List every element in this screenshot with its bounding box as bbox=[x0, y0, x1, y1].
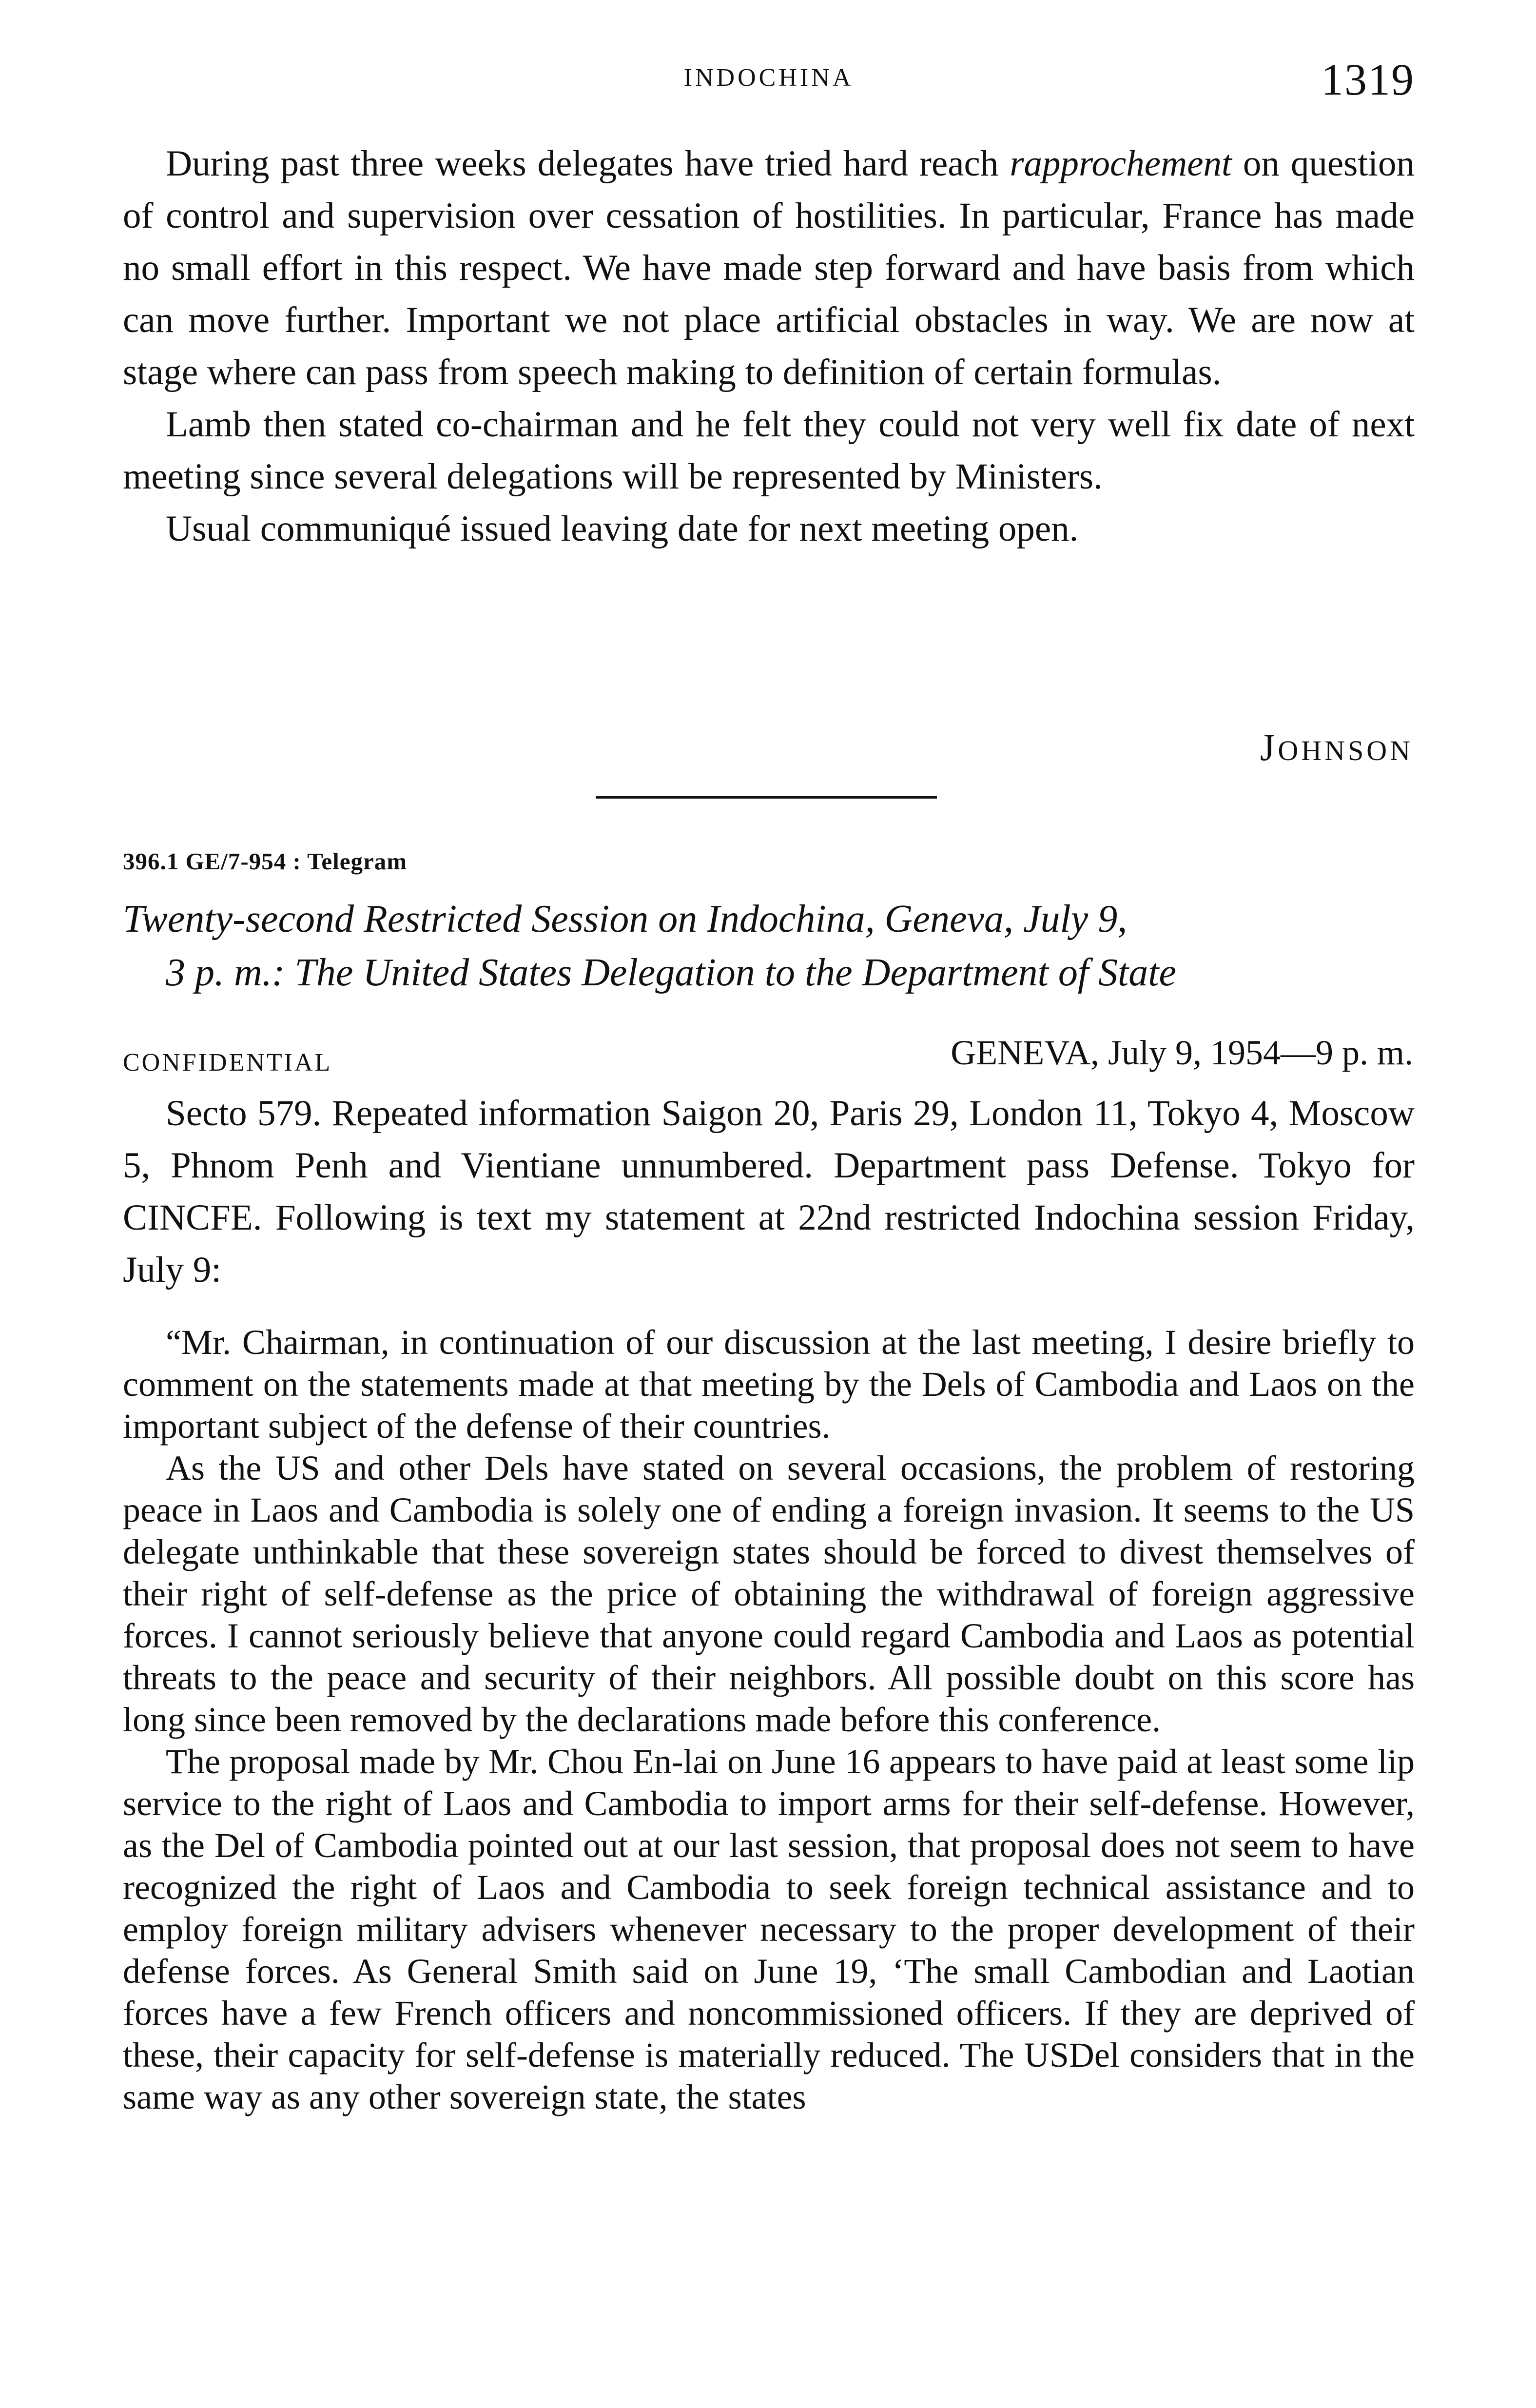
dateline-date: , July 9, 1954—9 p. m. bbox=[1090, 1033, 1413, 1072]
paragraph-lamb: Lamb then stated co-chairman and he felt they could not very well fix date of next meeting since several delegations will be represented by Ministers. bbox=[123, 404, 1415, 497]
paragraph-text: on question of control and supervision over cessation of hostilities. In particular, France has made no small effort in this respect. We have made step forward and have basis from which can move further. Important we not place artificial obstacles in way. We are now at stage where can pass from speech making to definition of certain formulas. bbox=[123, 143, 1415, 392]
dateline bbox=[951, 1033, 1413, 1073]
title-line-1: Twenty-second Restricted Session on Indochina, Geneva, July 9, bbox=[123, 898, 1128, 940]
paragraph-rapprochement bbox=[123, 137, 1415, 398]
page-number: 1319 bbox=[1321, 55, 1415, 104]
document-reference: 396.1 GE/7-954 : Telegram bbox=[123, 848, 408, 875]
paragraph-text: During past three weeks delegates have tried hard reach bbox=[166, 143, 1010, 184]
page-header bbox=[123, 54, 1415, 107]
telegram-intro bbox=[123, 1087, 1415, 1296]
dateline-place: ENEVA bbox=[976, 1033, 1090, 1072]
paragraph-statement-1: “Mr. Chairman, in continuation of our discussion at the last meeting, I desire briefly to comment on the statements made at that meeting by the Dels of Cambodia and Laos on the important subject of the defense of their countries. bbox=[123, 1323, 1415, 1446]
signature-rest: OHNSON bbox=[1278, 735, 1413, 766]
running-head: INDOCHINA bbox=[683, 64, 854, 92]
signature bbox=[1260, 725, 1413, 769]
paragraph-secto: Secto 579. Repeated information Saigon 20, Paris 29, London 11, Tokyo 4, Moscow 5, Phnom Penh and Vientiane unnumbered. Department pass Defense. Tokyo for CINCFE. Following is text my statement at 22nd restricted Indochina session Friday, July 9: bbox=[123, 1093, 1415, 1290]
paragraph-statement-2: As the US and other Dels have stated on several occasions, the problem of restoring peace in Laos and Cambodia is solely one of ending a foreign invasion. It seems to the US delegate unthinkable that these sovereign states should be forced to divest themselves of their right of self-defense as the price of obtaining the withdrawal of foreign aggressive forces. I cannot seriously believe that anyone could regard Cambodia and Laos as potential threats to the peace and security of their neighbors. All possible doubt on this score has long since been removed by the declarations made before this conference. bbox=[123, 1449, 1415, 1739]
italic-term: rapprochement bbox=[1010, 143, 1232, 184]
statement-text bbox=[123, 1321, 1415, 2118]
paragraph-communique: Usual communiqué issued leaving date for next meeting open. bbox=[166, 509, 1079, 549]
section-divider bbox=[596, 796, 937, 799]
title-line-2: 3 p. m.: The United States Delegation to the Department of State bbox=[166, 951, 1177, 994]
paragraph-statement-3: The proposal made by Mr. Chou En-lai on June 16 appears to have paid at least some lip service to the right of Laos and Cambodia to import arms for their self-defense. However, as the Del of Cambodia pointed out at our last session, that proposal does not seem to have recognized the right of Laos and Cambodia to seek foreign technical assistance and to employ foreign military advisers whenever necessary to the proper development of their defense forces. As General Smith said on June 19, ‘The small Cambodian and Laotian forces have a few French officers and noncommissioned officers. If they are deprived of these, their capacity for self-defense is materially reduced. The USDel considers that in the same way as any other sovereign state, the states bbox=[123, 1742, 1415, 2116]
signature-initial: J bbox=[1260, 726, 1278, 768]
dateline-place-initial: G bbox=[951, 1033, 976, 1072]
document-title bbox=[123, 892, 1415, 999]
report-continuation bbox=[123, 137, 1415, 555]
classification-label: CONFIDENTIAL bbox=[123, 1049, 332, 1077]
